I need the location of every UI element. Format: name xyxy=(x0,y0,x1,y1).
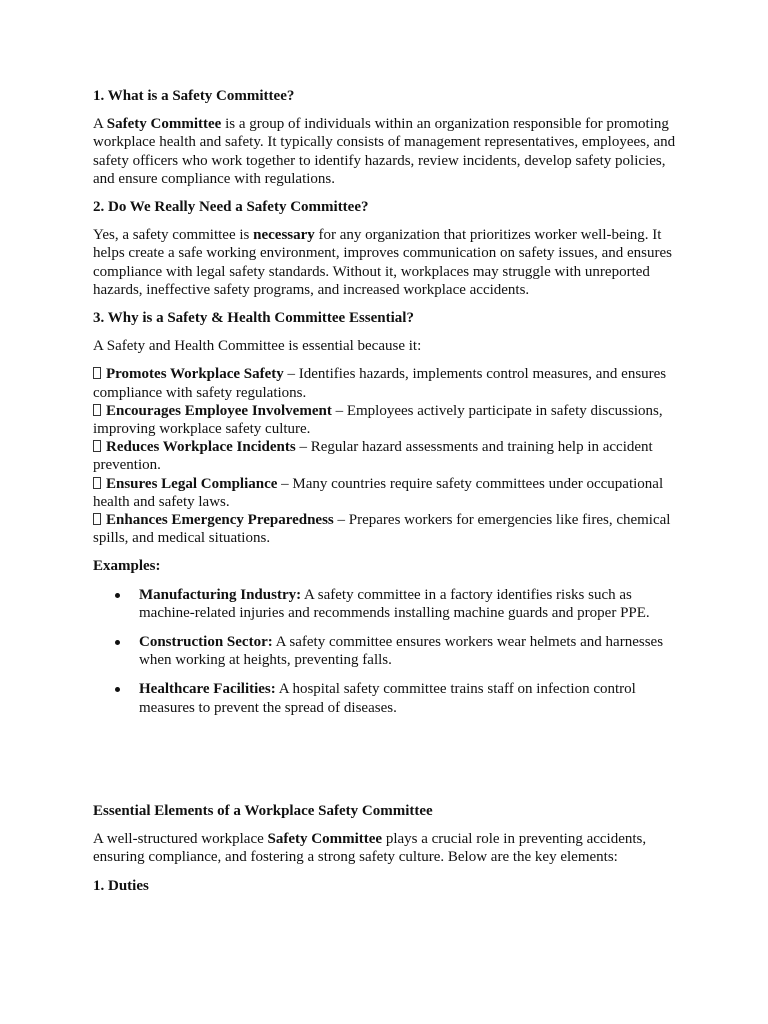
missing-glyph-icon xyxy=(93,367,101,379)
section1-text-a: A xyxy=(93,116,107,133)
reason-title: Enhances Emergency Preparedness xyxy=(106,512,334,529)
section2-bold-term: necessary xyxy=(253,227,315,244)
reason-text: – Employees actively participate in safety discussions, improving workplace safety culture. xyxy=(93,402,663,438)
reason-text: – Identifies hazards, implements control measures, and ensures compliance with safety regulations. xyxy=(93,366,667,401)
reason-text: – Many countries require safety committees under occupational health and safety laws. xyxy=(93,475,664,510)
section4-heading: Essential Elements of a Workplace Safety Committee xyxy=(93,802,433,819)
bullet-dot-icon xyxy=(115,593,120,598)
reason-title: Ensures Legal Compliance xyxy=(106,475,278,492)
example-title: Construction Sector: xyxy=(139,634,273,651)
section2-heading: 2. Do We Really Need a Safety Committee? xyxy=(93,199,369,216)
examples-heading: Examples: xyxy=(93,558,161,575)
example-text: A safety committee ensures workers wear helmets and harnesses when working at heights, preventing falls. xyxy=(139,634,664,669)
reasons-list xyxy=(93,365,683,547)
section4-text-c: plays a crucial role in preventing accidents, ensuring compliance, and fostering a strong safety culture. Below are the key elements: xyxy=(93,831,647,866)
section3-intro: A Safety and Health Committee is essential because it: xyxy=(93,338,422,355)
reason-item xyxy=(93,365,683,401)
reason-text: – Prepares workers for emergencies like fires, chemical spills, and medical situations. xyxy=(93,512,671,547)
section1-text-c: is a group of individuals within an organization responsible for promoting workplace health and safety. It typically consists of management representatives, employees, and safety officers who work together to identify hazards, review incidents, develop safety policies, and ensure compliance with regulations. xyxy=(93,116,676,187)
example-item xyxy=(93,680,683,716)
example-text: A safety committee in a factory identifies risks such as machine-related injuries and recommends installing machine guards and proper PPE. xyxy=(139,586,650,621)
examples-list xyxy=(93,586,683,717)
blank-space xyxy=(93,728,683,802)
bullet-dot-icon xyxy=(115,687,120,692)
missing-glyph-icon xyxy=(93,477,101,489)
reason-text: – Regular hazard assessments and training help in accident prevention. xyxy=(93,439,653,474)
section2-paragraph xyxy=(93,226,683,299)
reason-title: Encourages Employee Involvement xyxy=(106,402,332,419)
reason-item xyxy=(93,438,683,474)
missing-glyph-icon xyxy=(93,513,101,525)
example-text: A hospital safety committee trains staff on infection control measures to prevent the spread of diseases. xyxy=(139,681,636,716)
missing-glyph-icon xyxy=(93,440,101,452)
reason-item xyxy=(93,511,683,547)
section3-heading: 3. Why is a Safety & Health Committee Essential? xyxy=(93,310,414,327)
section1-heading: 1. What is a Safety Committee? xyxy=(93,88,295,104)
example-item xyxy=(93,586,683,622)
section4-paragraph xyxy=(93,830,683,866)
section2-text-c: for any organization that prioritizes worker well-being. It helps create a safe working environment, improves communication on safety issues, and ensures compliance with legal safety standards. Without it, workplaces may struggle with unreported hazards, ineffective safety programs, and increased workplace accidents. xyxy=(93,227,673,298)
duties-heading: 1. Duties xyxy=(93,877,149,894)
missing-glyph-icon xyxy=(93,404,101,416)
example-item xyxy=(93,633,683,669)
reason-item xyxy=(93,475,683,511)
section2-text-a: Yes, a safety committee is xyxy=(93,227,254,244)
section1-bold-term: Safety Committee xyxy=(106,116,222,133)
document-page xyxy=(93,87,683,905)
reason-title: Reduces Workplace Incidents xyxy=(106,439,296,456)
bullet-dot-icon xyxy=(115,640,120,645)
reason-title: Promotes Workplace Safety xyxy=(106,366,284,383)
reason-item xyxy=(93,402,683,438)
section4-text-a: A well-structured workplace xyxy=(93,831,268,848)
example-title: Healthcare Facilities: xyxy=(139,681,276,698)
section1-paragraph xyxy=(93,115,683,188)
example-title: Manufacturing Industry: xyxy=(139,586,302,603)
section4-bold-term: Safety Committee xyxy=(267,831,383,848)
